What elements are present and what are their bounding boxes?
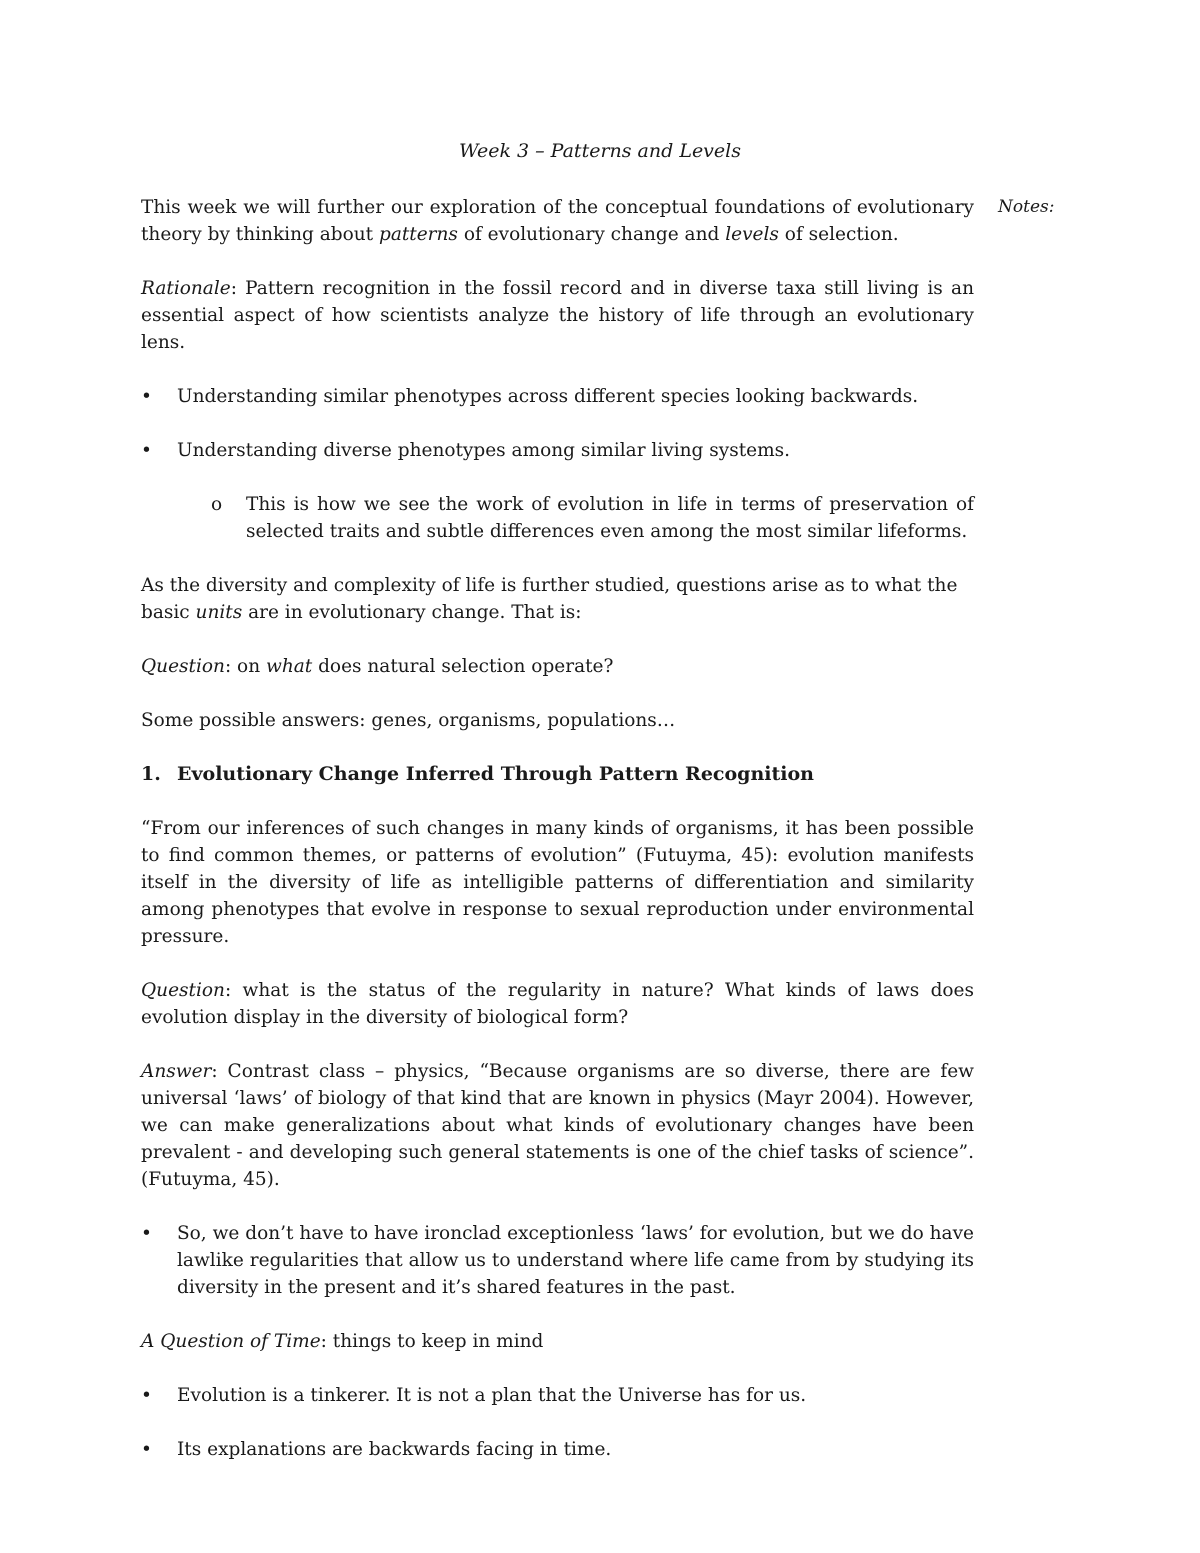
question-1: Question: on what does natural selection operate? [141, 656, 614, 677]
quote-paragraph: “From our inferences of such changes in many kinds of organisms, it has been possible to find common themes, or patterns of evolution” (Futuyma, 45): evolution manifests itself in the diversity of life as intelligible patterns of differentiation and similarity among phenotypes that evolve in response to sexual reproduction under environmental pressure. [141, 818, 974, 947]
list-item: • Understanding diverse phenotypes among similar living systems. [141, 437, 974, 464]
bullet-icon: • [141, 386, 152, 407]
list-item: • Understanding similar phenotypes across different species looking backwards. [141, 383, 974, 410]
rationale-label: Rationale [141, 278, 231, 299]
possible-answers: Some possible answers: genes, organisms, populations… [141, 710, 676, 731]
bullet-list-2 [141, 1220, 974, 1301]
intro-paragraph: This week we will further our exploration of the conceptual foundations of evolutionary theory by thinking about patterns of evolutionary change and levels of selection. [141, 197, 974, 245]
question-2: Question: what is the status of the regularity in nature? What kinds of laws does evolution display in the diversity of biological form? [141, 980, 974, 1028]
notes-label: Notes: [998, 197, 1055, 217]
list-item: • So, we don’t have to have ironclad exceptionless ‘laws’ for evolution, but we do have lawlike regularities that allow us to understand where life came from by studying its diversity in the present and it’s shared features in the past. [141, 1220, 974, 1301]
sub-bullet-list [211, 491, 974, 545]
bullet-icon: • [141, 1223, 152, 1244]
bullet-list-1b [141, 437, 974, 464]
section-number: 1. [141, 763, 161, 785]
bullet-icon: • [141, 1385, 152, 1406]
document-body [141, 194, 974, 1490]
bullet-icon: • [141, 1439, 152, 1460]
units-paragraph: As the diversity and complexity of life is further studied, questions arise as to what the basic units are in evolutionary change. That is: [141, 575, 958, 623]
list-item: • Its explanations are backwards facing in time. [141, 1436, 974, 1463]
bullet-list-1 [141, 383, 974, 410]
bullet-icon: • [141, 440, 152, 461]
page-title: Week 3 – Patterns and Levels [458, 140, 741, 162]
section-heading: 1. Evolutionary Change Inferred Through Pattern Recognition [141, 761, 974, 788]
sub-bullet-icon: o [211, 494, 223, 515]
bullet-list-3 [141, 1382, 974, 1409]
rationale-paragraph: Rationale: Pattern recognition in the fossil record and in diverse taxa still living is an essential aspect of how scientists analyze the history of life through an evolutionary lens. [141, 278, 974, 353]
list-item: • Evolution is a tinkerer. It is not a plan that the Universe has for us. [141, 1382, 974, 1409]
time-heading: A Question of Time: things to keep in mind [141, 1331, 544, 1352]
list-item: o This is how we see the work of evolution in life in terms of preservation of selected traits and subtle differences even among the most similar lifeforms. [211, 491, 974, 545]
bullet-list-3b [141, 1436, 974, 1463]
answer-paragraph: Answer: Contrast class – physics, “Because organisms are so diverse, there are few universal ‘laws’ of biology of that kind that are known in physics (Mayr 2004). However, we can make generalizations about what kinds of evolutionary changes have been prevalent - and developing such general statements is one of the chief tasks of science”. (Futuyma, 45). [141, 1061, 974, 1190]
